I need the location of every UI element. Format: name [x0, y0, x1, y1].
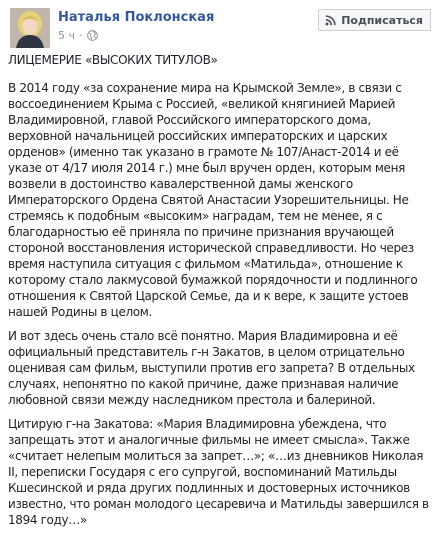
post-body	[8, 52, 435, 528]
post-paragraph: И вот здесь очень стало всё понятно. Мария Владимировна и её официальный представитель г-н Закатов, в целом отрицательно оценивая сам фильм, выступили против его запрета? В отдельных случаях, непонятно по какой причине, даже признавая наличие любовной связи между наследником престола и балериной.	[8, 329, 415, 407]
avatar-image	[10, 8, 50, 48]
post-header	[8, 8, 435, 48]
rss-icon	[325, 15, 336, 26]
globe-icon	[87, 30, 98, 41]
post-meta	[58, 29, 98, 42]
avatar[interactable]	[10, 8, 50, 48]
post-title: ЛИЦЕМЕРИЕ «ВЫСОКИХ ТИТУЛОВ»	[8, 53, 218, 67]
post-paragraph: Цитирую г-на Закатова: «Мария Владимировна убеждена, что запрещать этот и аналогичные фильмы не имеет смысла». Также «считает нелепым молиться за запрет…»; «…из дневников Николая II, переписки Государя с его супругой, воспоминаний Матильды Кшесинской и ряда других подлинных и достоверных источников известно, что роман молодого цесаревича и Матильды завершился в 1894 году…»	[8, 417, 429, 527]
post-paragraph: В 2014 году «за сохранение мира на Крымской Земле», в связи с воссоединением Крыма с Россией, «великой княгинией Марией Владимировной, главой Российского императорского дома, верховной начальницей российских императорских и царских орденов» (именно так указано в грамоте № 107/Анаст-2014 и её указе от 4/17 июля 2014 г.) мне был вручен орден, которым меня возвели в достоинство кавалерственной дамы женского Императорского Ордена Святой Анастасии Узорешительницы. Не стремясь к подобным «высоким» наградам, тем не менее, я с благодарностью её приняла по причине признания вручающей стороной восстановления исторической справедливости. Но через время наступила ситуация с фильмом «Матильда», отношение к которому стало лакмусовой бумажкой порядочности и подлинного отношения к Святой Царской Семье, да и к вере, к защите устоев нашей Родины в целом.	[8, 81, 418, 319]
subscribe-button[interactable]	[318, 9, 431, 31]
meta-separator: ·	[79, 29, 83, 42]
subscribe-label: Подписаться	[341, 13, 423, 27]
author-name[interactable]: Наталья Поклонская	[58, 10, 215, 25]
post-time[interactable]: 5 ч	[58, 29, 75, 42]
